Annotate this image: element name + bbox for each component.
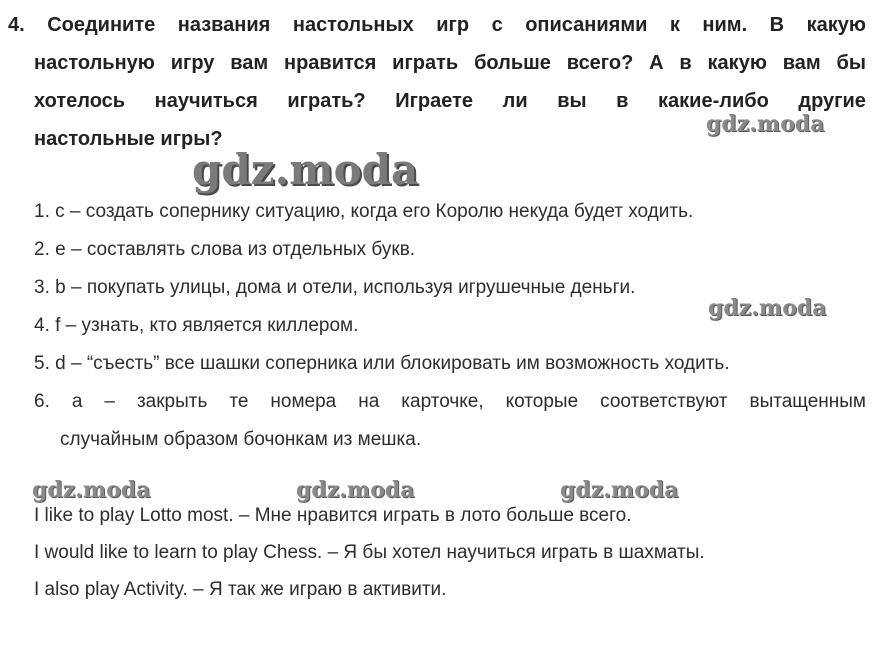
answer-item-6 (34, 383, 866, 421)
watermark: gdz.moda (32, 477, 151, 503)
watermark: gdz.moda (192, 145, 419, 194)
task-line-1 (8, 6, 866, 44)
answer-word: закрыть (136, 391, 208, 412)
task-word: к (669, 14, 680, 36)
answer-word: вытащенным (749, 391, 866, 412)
watermark: gdz.moda (560, 477, 679, 503)
task-word: Играете (395, 90, 474, 112)
task-word: Соедините (47, 14, 156, 36)
answer-word: a (71, 391, 83, 412)
task-word: нравится (284, 52, 377, 74)
task-word: вам (230, 52, 269, 74)
watermark: gdz.moda (296, 477, 415, 503)
task-word: какую (806, 14, 866, 36)
task-word: какие-либо (658, 90, 769, 112)
answer-word: номера (270, 391, 337, 412)
answer-item: 2. e – составлять слова из отдельных букв. (34, 239, 416, 260)
translation-line: I also play Activity. – Я так же играю в активити. (34, 579, 447, 600)
task-word: какую (707, 52, 767, 74)
task-word: настольную (34, 52, 155, 74)
task-word: ним. (702, 14, 748, 36)
task-line-2 (8, 44, 866, 82)
translation-line: I would like to learn to play Chess. – Я бы хотел научиться играть в шахматы. (34, 542, 705, 563)
answer-word: 6. (34, 391, 50, 412)
task-word: с (491, 14, 503, 36)
task-word: в (616, 90, 629, 112)
answer-item-6-continuation: случайным образом бочонкам из мешка. (60, 429, 422, 450)
answer-item: 4. f – узнать, кто является киллером. (34, 315, 359, 336)
task-word: научиться (154, 90, 258, 112)
answer-item: 3. b – покупать улицы, дома и отели, используя игрушечные деньги. (34, 277, 636, 298)
task-word: В (769, 14, 785, 36)
task-number: 4. (8, 14, 25, 36)
task-word: вы (557, 90, 587, 112)
task-word: ли (502, 90, 528, 112)
answer-word: соответствуют (600, 391, 728, 412)
task-word: больше (474, 52, 551, 74)
translation-line: I like to play Lotto most. – Мне нравится играть в лото больше всего. (34, 505, 632, 526)
answer-word: карточке, (401, 391, 484, 412)
answer-item: 5. d – “съесть” все шашки соперника или блокировать им возможность ходить. (34, 353, 730, 374)
answer-word: те (229, 391, 249, 412)
task-word: играть (392, 52, 459, 74)
task-word: названия (177, 14, 271, 36)
task-word: играть? (287, 90, 366, 112)
task-line-4-text: настольные игры? (34, 128, 223, 150)
task-word: описаниями (525, 14, 648, 36)
watermark: gdz.moda (706, 111, 825, 137)
answer-word: – (104, 391, 115, 412)
task-word: всего? (566, 52, 634, 74)
answer-word: которые (505, 391, 579, 412)
translations-list (34, 497, 705, 608)
answer-word: на (358, 391, 380, 412)
task-word: другие (798, 90, 866, 112)
answer-item: 1. c – создать сопернику ситуацию, когда его Королю некуда будет ходить. (34, 201, 694, 222)
task-word: в (679, 52, 692, 74)
task-word: А (649, 52, 664, 74)
task-word: игр (436, 14, 470, 36)
task-word: игру (170, 52, 215, 74)
task-word: хотелось (34, 90, 126, 112)
task-word: настольных (292, 14, 414, 36)
task-word: бы (836, 52, 866, 74)
answers-list (34, 193, 866, 459)
watermark: gdz.moda (708, 295, 827, 321)
task-word: вам (782, 52, 821, 74)
